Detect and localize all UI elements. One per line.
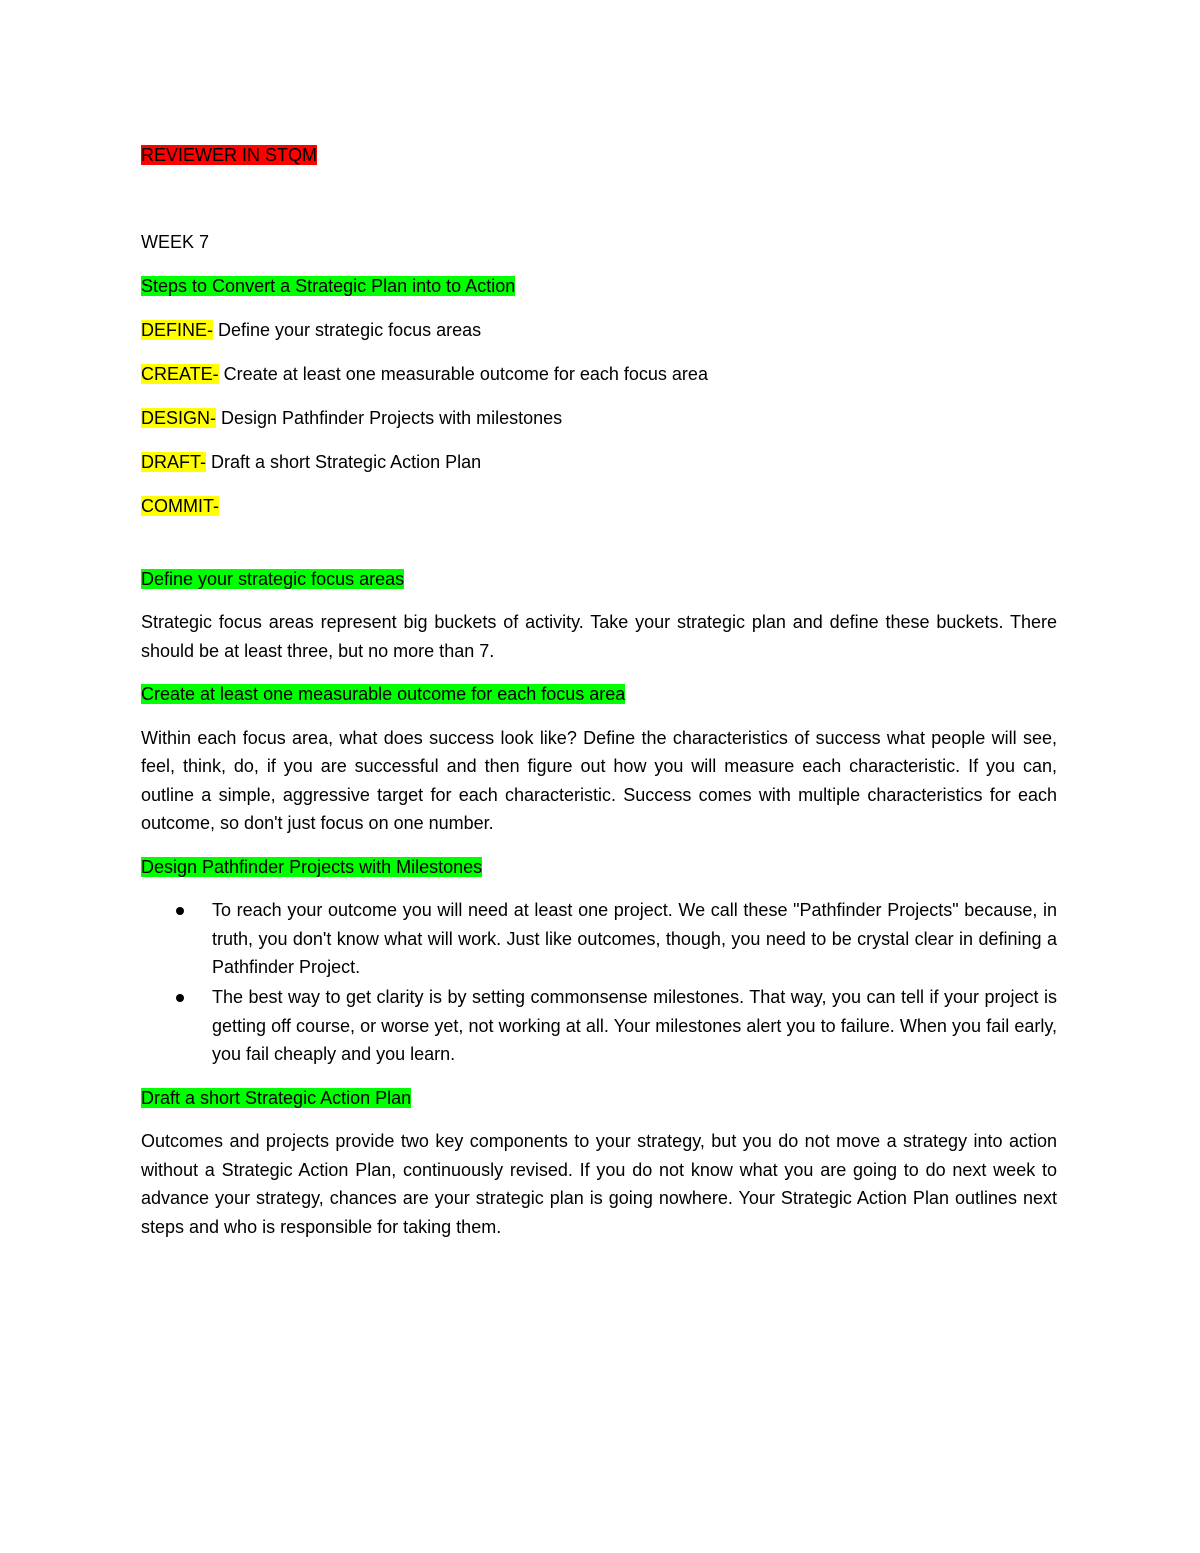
pathfinder-bullet-list xyxy=(141,896,1057,1069)
step-key: CREATE- xyxy=(141,364,219,384)
step-text: Create at least one measurable outcome for each focus area xyxy=(218,364,708,384)
document-title xyxy=(141,141,1057,170)
section-heading-text: Draft a short Strategic Action Plan xyxy=(141,1087,412,1108)
section-heading-text: Define your strategic focus areas xyxy=(141,568,405,589)
step-define xyxy=(141,316,1057,345)
step-create xyxy=(141,360,1057,389)
bullet-icon xyxy=(176,907,184,915)
section-paragraph-focus-areas: Strategic focus areas represent big buckets of activity. Take your strategic plan and define these buckets. There should be at least three, but no more than 7. xyxy=(141,612,1057,661)
list-item xyxy=(141,896,1057,982)
step-design xyxy=(141,404,1057,433)
list-item xyxy=(141,983,1057,1069)
step-key: DEFINE- xyxy=(141,320,213,340)
section-paragraph-action-plan: Outcomes and projects provide two key components to your strategy, but you do not move a strategy into action without a Strategic Action Plan, continuously revised. If you do not know what you are going to do next week to advance your strategy, chances are your strategic plan is going nowhere. Your Strategic Action Plan outlines next steps and who is responsible for taking them. xyxy=(141,1131,1057,1237)
section-paragraph-outcomes: Within each focus area, what does success look like? Define the characteristics of success what people will see, feel, think, do, if you are successful and then figure out how you will measure each characteristic. If you can, outline a simple, aggressive target for each characteristic. Success comes with multiple characteristics for each outcome, so don't just focus on one number. xyxy=(141,727,1057,833)
list-item-text: To reach your outcome you will need at least one project. We call these "Pathfinder Projects" because, in truth, you don't know what will work. Just like outcomes, though, you need to be crystal clear in defining a Pathfinder Project. xyxy=(212,900,1057,977)
step-key: DRAFT- xyxy=(141,452,206,472)
section-heading-focus-areas xyxy=(141,565,1057,594)
step-key: COMMIT- xyxy=(141,496,219,516)
step-text: Define your strategic focus areas xyxy=(213,320,482,340)
document-page xyxy=(141,141,1057,1256)
section-heading-pathfinder xyxy=(141,853,1057,882)
step-commit xyxy=(141,492,1057,521)
step-draft xyxy=(141,448,1057,477)
step-text: Draft a short Strategic Action Plan xyxy=(206,452,482,472)
section-heading-text: Design Pathfinder Projects with Milestones xyxy=(141,856,483,877)
document-title-text: REVIEWER IN STQM xyxy=(141,145,318,165)
list-item-text: The best way to get clarity is by setting commonsense milestones. That way, you can tell if your project is getting off course, or worse yet, not working at all. Your milestones alert you to failure. When you fail early, you fail cheaply and you learn. xyxy=(212,987,1057,1064)
bullet-icon xyxy=(176,994,184,1002)
week-label: WEEK 7 xyxy=(141,231,210,252)
section-heading-outcomes xyxy=(141,680,1057,709)
steps-heading xyxy=(141,272,1057,301)
steps-heading-text: Steps to Convert a Strategic Plan into to Action xyxy=(141,276,516,296)
step-key: DESIGN- xyxy=(141,408,217,428)
step-text: Design Pathfinder Projects with milestones xyxy=(216,408,563,428)
spacer xyxy=(141,521,1057,565)
section-heading-text: Create at least one measurable outcome for each focus area xyxy=(141,684,626,704)
section-heading-action-plan xyxy=(141,1084,1057,1113)
